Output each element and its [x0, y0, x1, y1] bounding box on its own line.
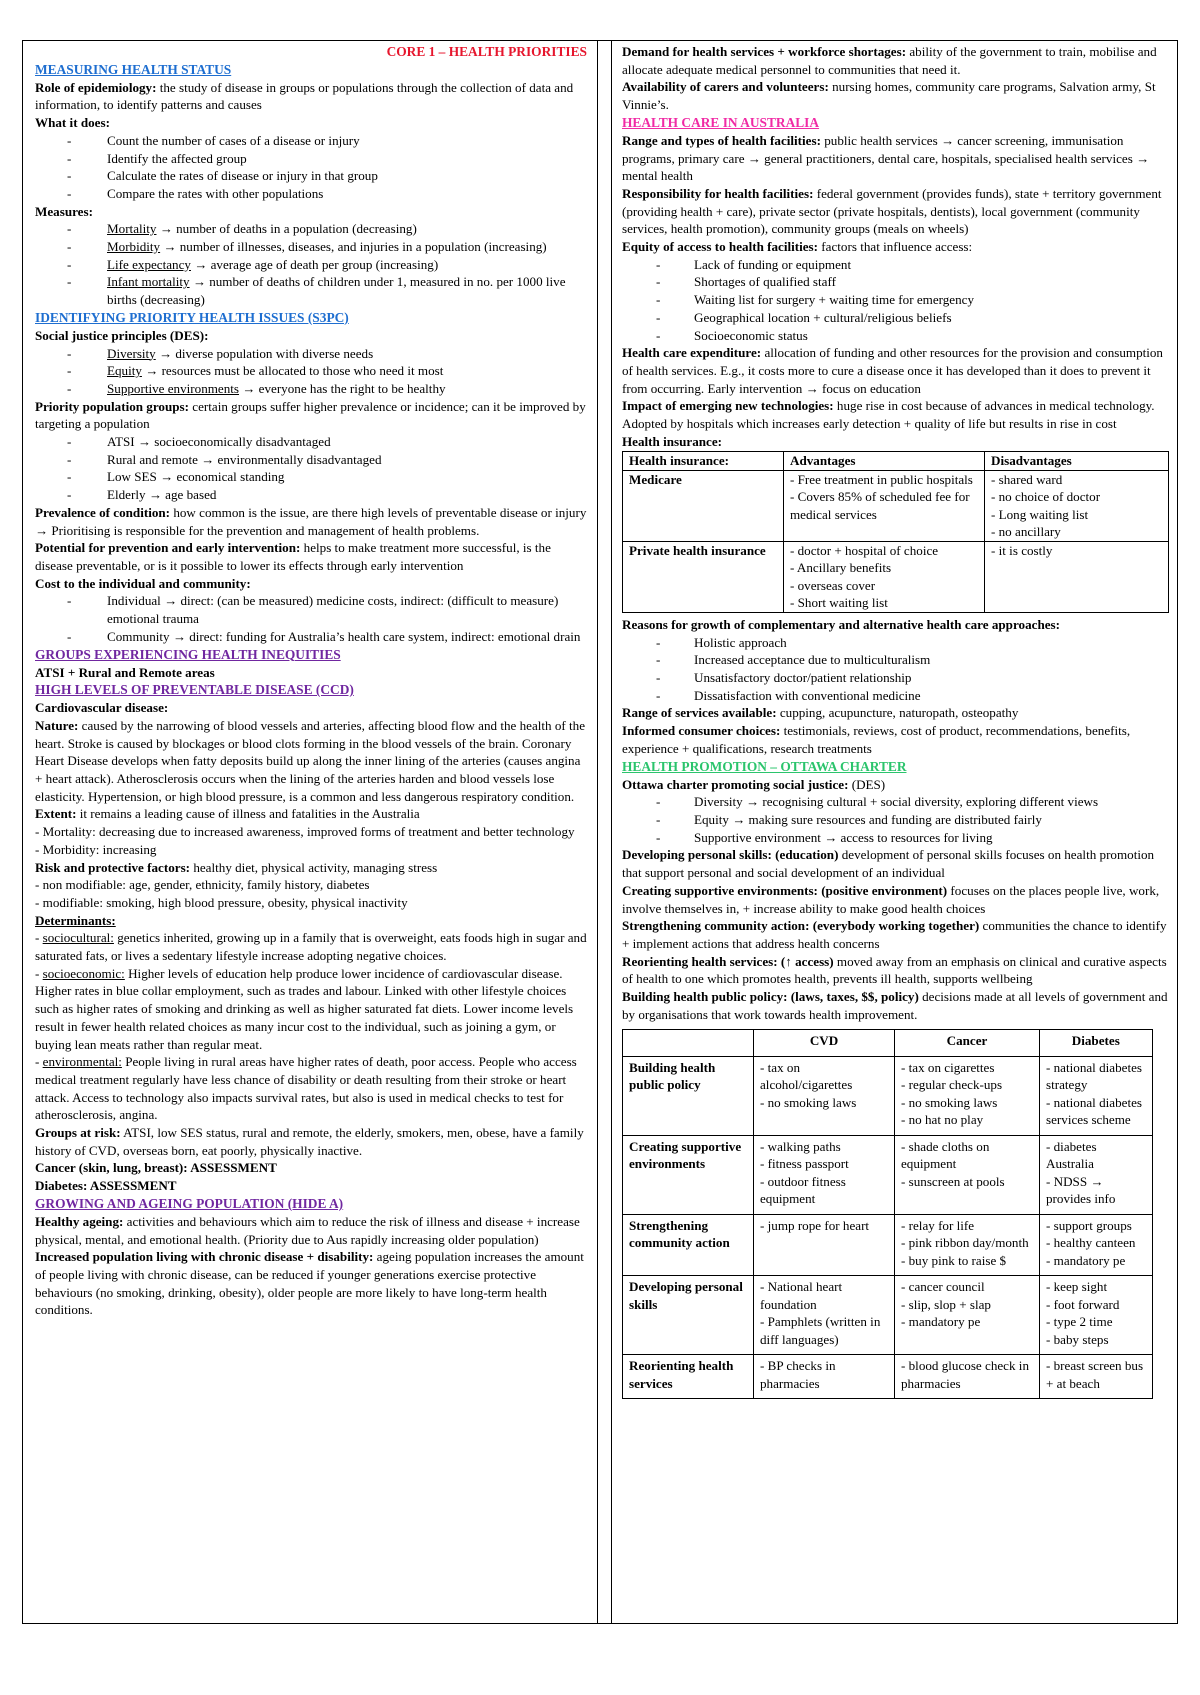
list-item: - Elderly → age based	[35, 486, 589, 504]
table-cell: - breast screen bus + at beach	[1040, 1355, 1153, 1399]
heading-identifying-priority: IDENTIFYING PRIORITY HEALTH ISSUES (S3PC)	[35, 309, 349, 325]
table-row	[623, 1355, 1153, 1399]
table-cell: - support groups - healthy canteen - mandatory pe	[1040, 1214, 1153, 1276]
page-frame	[22, 40, 1178, 1624]
list-item: - Diversity → recognising cultural + social diversity, exploring different views	[622, 793, 1169, 811]
table-cell: - national diabetes strategy - national diabetes services scheme	[1040, 1056, 1153, 1135]
nature-paragraph: Nature: caused by the narrowing of blood vessels and arteries, affecting blood flow and the health of the heart. Stroke is caused by blockages or blood clots forming in the blood vessels of the brain. Coronary Heart Disease develops when fatty deposits build up along the inner lining of the arteries (causes angina + heart attack). Atherosclerosis occurs when the lining of the arteries harden and blood vessels lose elasticity. Hypertension, or high blood pressure, is a common and less dangerous respiratory condition.	[35, 717, 586, 804]
table-cell: - tax on cigarettes - regular check-ups - no smoking laws - no hat no play	[895, 1056, 1040, 1135]
health-insurance-table	[622, 451, 1169, 613]
supportive-environments-paragraph: Creating supportive environments: (positive environment) focuses on the places people live, work, involve themselves in, + increase ability to make good health choices	[622, 882, 1160, 916]
left-column	[23, 41, 598, 1623]
table-cell: - shade cloths on equipment - sunscreen at pools	[895, 1135, 1040, 1214]
table-header: Cancer	[895, 1030, 1040, 1057]
measures-list	[35, 220, 589, 309]
row-label: Strengthening community action	[623, 1214, 754, 1276]
row-label: Building health public policy	[623, 1056, 754, 1135]
community-action-paragraph: Strengthening community action: (everybody working together) communities the chance to identify + implement actions that address health concerns	[622, 918, 1167, 951]
ottawa-charter-list	[622, 793, 1169, 846]
list-item: - Compare the rates with other populations	[35, 185, 589, 203]
list-item: - ATSI → socioeconomically disadvantaged	[35, 433, 589, 451]
table-cell: - it is costly	[985, 541, 1169, 612]
reorienting-services-paragraph: Reorienting health services: (↑ access) moved away from an emphasis on clinical and curative aspects of health to one which promotes health, prevents ill health, supports wellbeing	[622, 953, 1167, 987]
priority-population-paragraph: Priority population groups: certain groups suffer higher prevalence or incidence; can it be improved by targeting a population	[35, 398, 586, 432]
list-item: - Individual → direct: (can be measured) medicine costs, indirect: (difficult to measure) emotional trauma	[35, 592, 589, 627]
groups-at-risk-paragraph: Groups at risk: ATSI, low SES status, rural and remote, the elderly, smokers, men, obese, have a family history of CVD, overseas born, eat poorly, physically inactive.	[35, 1125, 584, 1158]
table-cell: - blood glucose check in pharmacies	[895, 1355, 1040, 1399]
demand-paragraph: Demand for health services + workforce shortages: ability of the government to train, mobilise and allocate adequate medical personnel to communities that need it.	[622, 44, 1157, 77]
row-label: Medicare	[623, 470, 784, 541]
list-item: - Count the number of cases of a disease or injury	[35, 132, 589, 150]
table-cell: - Free treatment in public hospitals - Covers 85% of scheduled fee for medical services	[784, 470, 985, 541]
availability-paragraph: Availability of carers and volunteers: nursing homes, community care programs, Salvation army, St Vinnie’s.	[622, 79, 1156, 113]
prevalence-paragraph: Prevalence of condition: how common is the issue, are there high levels of preventable disease or injury → Prioritising is responsible for the prevention and management of health problems.	[35, 504, 587, 538]
row-label: Reorienting health services	[623, 1355, 754, 1399]
table-row	[623, 1214, 1153, 1276]
measures-label: Measures:	[35, 203, 93, 219]
row-label: Private health insurance	[623, 541, 784, 612]
table-cell: - doctor + hospital of choice - Ancillary benefits - overseas cover - Short waiting list	[784, 541, 985, 612]
table-cell: - diabetes Australia - NDSS → provides info	[1040, 1135, 1153, 1214]
heading-ageing-population: GROWING AND AGEING POPULATION (HIDE A)	[35, 1195, 344, 1211]
table-cell: - tax on alcohol/cigarettes - no smoking laws	[754, 1056, 895, 1135]
table-header-row	[623, 1030, 1153, 1057]
cost-list	[35, 592, 589, 645]
range-facilities-paragraph: Range and types of health facilities: public health services → cancer screening, immunisation programs, primary care → general practitioners, dental care, hospitals, specialised health services → mental health	[622, 132, 1150, 184]
table-header: Disadvantages	[985, 452, 1169, 471]
determinants-label: Determinants:	[35, 912, 116, 928]
list-item: - Life expectancy → average age of death per group (increasing)	[35, 256, 589, 274]
list-item: - Supportive environment → access to resources for living	[622, 829, 1169, 847]
personal-skills-paragraph: Developing personal skills: (education) development of personal skills focuses on health promotion that support personal and social development of an individual	[622, 847, 1155, 881]
list-item: - Equity → making sure resources and funding are distributed fairly	[622, 811, 1169, 829]
ottawa-charter-paragraph: Ottawa charter promoting social justice: (DES)	[622, 776, 886, 792]
table-header: Advantages	[784, 452, 985, 471]
table-row	[623, 470, 1169, 541]
table-row	[623, 1276, 1153, 1355]
diabetes-line: Diabetes: ASSESSMENT	[35, 1178, 177, 1194]
table-cell: - keep sight - foot forward - type 2 time - baby steps	[1040, 1276, 1153, 1355]
column-gutter	[598, 41, 612, 1623]
priority-population-list	[35, 433, 589, 504]
table-header	[623, 1030, 754, 1057]
table-cell: - relay for life - pink ribbon day/month - buy pink to raise $	[895, 1214, 1040, 1276]
list-item: - Diversity → diverse population with diverse needs	[35, 345, 589, 363]
groups-line: ATSI + Rural and Remote areas	[35, 664, 215, 680]
core-title: CORE 1 – HEALTH PRIORITIES	[386, 44, 587, 59]
social-justice-label: Social justice principles (DES):	[35, 327, 209, 343]
cancer-line: Cancer (skin, lung, breast): ASSESSMENT	[35, 1160, 277, 1176]
list-item: - Shortages of qualified staff	[622, 273, 1169, 291]
socioeconomic-paragraph: - socioeconomic: Higher levels of education help produce lower incidence of cardiovascular disease. Higher rates in blue collar employment, such as trades and labour. Linked with other lifestyle choices such as higher rates of smoking and drinking as well as higher saturated fat diets. Lower income levels result in fewer health related choices as many incur cost to the individual, such as joining a gym, or buying lean meats rather than regular meat.	[35, 965, 574, 1052]
health-insurance-label: Health insurance:	[622, 433, 723, 449]
table-row	[623, 541, 1169, 612]
list-item: - Calculate the rates of disease or injury in that group	[35, 167, 589, 185]
what-it-does-list	[35, 132, 589, 203]
modifiable-line: - modifiable: smoking, high blood pressure, obesity, physical inactivity	[35, 894, 408, 910]
list-item: - Lack of funding or equipment	[622, 256, 1169, 274]
list-item: - Supportive environments → everyone has the right to be healthy	[35, 380, 589, 398]
table-cell: - cancer council - slip, slop + slap - mandatory pe	[895, 1276, 1040, 1355]
list-item: - Dissatisfaction with conventional medicine	[622, 687, 1169, 705]
sociocultural-paragraph: - sociocultural: genetics inherited, growing up in a family that is overweight, eats foods high in sugar and saturated fats, or lives a sedentary lifestyle increase adopting negative choices.	[35, 930, 587, 964]
what-it-does-label: What it does:	[35, 115, 110, 131]
table-row	[623, 1135, 1153, 1214]
prevention-paragraph: Potential for prevention and early intervention: helps to make treatment more successful, is the disease preventable, or is it possible to lower its effects through early intervention	[35, 540, 551, 573]
row-label: Developing personal skills	[623, 1276, 754, 1355]
table-header-row	[623, 452, 1169, 471]
mortality-line: - Mortality: decreasing due to increased awareness, improved forms of treatment and better technology	[35, 824, 575, 840]
table-cell: - BP checks in pharmacies	[754, 1355, 895, 1399]
equity-access-list	[622, 256, 1169, 345]
list-item: - Rural and remote → environmentally disadvantaged	[35, 451, 589, 469]
growth-list	[622, 634, 1169, 705]
list-item: - Morbidity → number of illnesses, diseases, and injuries in a population (increasing)	[35, 238, 589, 256]
environmental-paragraph: - environmental: People living in rural areas have higher rates of death, poor access. People who access medical treatment regularly have less chance of disability or death resulting from their stroke or heart attack. Access to technology also impacts survival rates, but also is used in medical checks to test for atherosclerosis, angina.	[35, 1054, 577, 1123]
list-item: - Geographical location + cultural/religious beliefs	[622, 309, 1169, 327]
list-item: - Waiting list for surgery + waiting time for emergency	[622, 291, 1169, 309]
table-cell: - jump rope for heart	[754, 1214, 895, 1276]
table-row	[623, 1056, 1153, 1135]
social-justice-list	[35, 345, 589, 398]
heading-preventable-disease: HIGH LEVELS OF PREVENTABLE DISEASE (CCD)	[35, 682, 354, 698]
right-column	[612, 41, 1177, 1623]
cost-label: Cost to the individual and community:	[35, 575, 251, 591]
services-paragraph: Range of services available: cupping, acupuncture, naturopath, osteopathy	[622, 705, 1019, 721]
nonmodifiable-line: - non modifiable: age, gender, ethnicity, family history, diabetes	[35, 877, 370, 893]
table-header: Diabetes	[1040, 1030, 1153, 1057]
list-item: - Low SES → economical standing	[35, 468, 589, 486]
chronic-disease-paragraph: Increased population living with chronic disease + disability: ageing population increases the amount of people living with chronic disease, can be reduced if younger generations exercise protective behaviours (no smoking, drinking, obesity), older people are more likely to have long-term health conditions.	[35, 1249, 584, 1318]
risk-paragraph: Risk and protective factors: healthy diet, physical activity, managing stress	[35, 859, 438, 875]
growth-label: Reasons for growth of complementary and alternative health care approaches:	[622, 616, 1060, 632]
table-header: CVD	[754, 1030, 895, 1057]
row-label: Creating supportive environments	[623, 1135, 754, 1214]
table-header: Health insurance:	[623, 452, 784, 471]
list-item: - Increased acceptance due to multiculturalism	[622, 651, 1169, 669]
list-item: - Equity → resources must be allocated to those who need it most	[35, 362, 589, 380]
healthy-ageing-paragraph: Healthy ageing: activities and behaviours which aim to reduce the risk of illness and disease + increase physical, mental, and emotional health. (Priority due to Aus rapidly increasing older population)	[35, 1213, 580, 1247]
responsibility-paragraph: Responsibility for health facilities: federal government (provides funds), state + territory government (providing health + care), private sector (private hospitals, dentists), local government (community services, health promotion), community groups (meals on wheels)	[622, 185, 1162, 237]
list-item: - Socioeconomic status	[622, 327, 1169, 345]
epidemiology-paragraph: Role of epidemiology: the study of disease in groups or populations through the collection of data and information, to identify patterns and causes	[35, 79, 574, 113]
morbidity-line: - Morbidity: increasing	[35, 841, 157, 857]
heading-measuring-health-status: MEASURING HEALTH STATUS	[35, 61, 232, 77]
ottawa-table	[622, 1029, 1153, 1399]
list-item: - Identify the affected group	[35, 150, 589, 168]
list-item: - Infant mortality → number of deaths of children under 1, measured in no. per 1000 live births (decreasing)	[35, 273, 589, 308]
public-policy-paragraph: Building health public policy: (laws, taxes, $$, policy) decisions made at all levels of government and by organisations that work towards health improvement.	[622, 989, 1168, 1022]
heading-groups-inequities: GROUPS EXPERIENCING HEALTH INEQUITIES	[35, 646, 341, 662]
list-item: - Mortality → number of deaths in a population (decreasing)	[35, 220, 589, 238]
heading-ottawa-charter: HEALTH PROMOTION – OTTAWA CHARTER	[622, 758, 907, 774]
table-cell: - National heart foundation - Pamphlets (written in diff languages)	[754, 1276, 895, 1355]
table-cell: - shared ward - no choice of doctor - Long waiting list - no ancillary	[985, 470, 1169, 541]
table-cell: - walking paths - fitness passport - outdoor fitness equipment	[754, 1135, 895, 1214]
technologies-paragraph: Impact of emerging new technologies: huge rise in cost because of advances in medical technology. Adopted by hospitals which increases early detection + quality of life but results in rise in cost	[622, 398, 1155, 432]
equity-access-paragraph: Equity of access to health facilities: factors that influence access:	[622, 239, 973, 255]
list-item: - Community → direct: funding for Australia’s health care system, indirect: emotional drain	[35, 628, 589, 646]
expenditure-paragraph: Health care expenditure: allocation of funding and other resources for the provision and consumption of health services. E.g., it costs more to cure a disease once it has developed than it does to prevent it from occurring. Early intervention → focus on education	[622, 345, 1163, 396]
list-item: - Holistic approach	[622, 634, 1169, 652]
extent-paragraph: Extent: it remains a leading cause of illness and fatalities in the Australia	[35, 806, 420, 822]
cvd-label: Cardiovascular disease:	[35, 700, 169, 716]
heading-health-care-australia: HEALTH CARE IN AUSTRALIA	[622, 114, 820, 130]
informed-choices-paragraph: Informed consumer choices: testimonials, reviews, cost of product, recommendations, benefits, experience + qualifications, research treatments	[622, 723, 1131, 756]
list-item: - Unsatisfactory doctor/patient relationship	[622, 669, 1169, 687]
